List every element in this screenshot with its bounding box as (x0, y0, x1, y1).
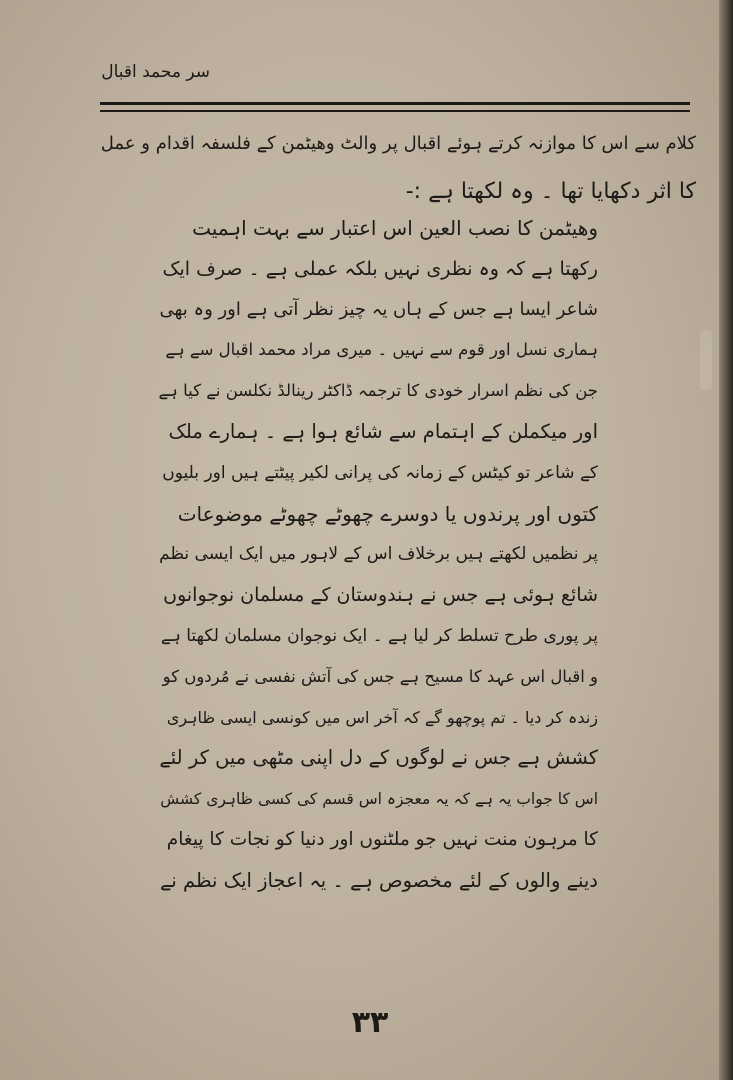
quote-line: کا مرہون منت نہیں جو ملٹنوں اور دنیا کو نجات کا پیغام (166, 828, 598, 850)
quote-line: دینے والوں کے لئے مخصوص ہے ۔ یہ اعجاز ایک نظم نے (159, 868, 598, 892)
quote-line: رکھتا ہے کہ وہ نظری نہیں بلکہ عملی ہے ۔ صرف ایک (162, 257, 598, 280)
quote-line: شائع ہوئی ہے جس نے ہندوستان کے مسلمان نوجوانوں (163, 584, 598, 607)
header-rule-thick (100, 102, 690, 105)
quote-line: و اقبال اس عہد کا مسیح ہے جس کی آتش نفسی نے مُردوں کو (162, 666, 598, 686)
quote-line: اور میکملن کے اہتمام سے شائع ہوا ہے ۔ ہمارے ملک (168, 419, 598, 443)
quote-line: شاعر ایسا ہے جس کے ہاں یہ چیز نظر آتی ہے اور وہ بھی (159, 298, 598, 320)
intro-line: کلام سے اس کا موازنہ کرتے ہوئے اقبال پر والٹ وھیٹمن کے فلسفہ اقدام و عمل (100, 133, 696, 154)
block-quote (158, 208, 598, 902)
quote-line: ہماری نسل اور قوم سے نہیں ۔ میری مراد محمد اقبال سے ہے (165, 340, 598, 360)
quote-line: کتوں اور پرندوں یا دوسرے چھوٹے چھوٹے موضوعات (177, 501, 598, 526)
quote-line: جن کی نظم اسرار خودی کا ترجمہ ڈاکٹر رینالڈ نکلسن نے کیا ہے (158, 381, 598, 401)
paper-stain (700, 330, 712, 390)
quote-line: کے شاعر تو کیٹس کے زمانہ کی پرانی لکیر پیٹتے ہیں اور بلیوں (162, 462, 598, 483)
page-shadow-edge (719, 0, 733, 1080)
header-rule-thin (100, 110, 690, 112)
quote-line: پر نظمیں لکھتے ہیں برخلاف اس کے لاہور میں ایک ایسی نظم (159, 544, 598, 565)
intro-line: کا اثر دکھایا تھا ۔ وہ لکھتا ہے :- (405, 179, 696, 204)
quote-line: زندہ کر دیا ۔ تم پوچھو گے کہ آخر اس میں کونسی ایسی ظاہری (166, 707, 598, 727)
quote-line: اس کا جواب یہ ہے کہ یہ معجزہ اس قسم کی کسی ظاہری کشش (160, 790, 598, 809)
quote-line: وھیٹمن کا نصب العین اس اعتبار سے بہت اہمیت (192, 216, 598, 240)
intro-paragraph (96, 120, 696, 216)
quote-line: پر پوری طرح تسلط کر لیا ہے ۔ ایک نوجوان مسلمان لکھتا ہے (160, 625, 598, 646)
quote-line: کشش ہے جس نے لوگوں کے دل اپنی مٹھی میں کر لئے (159, 746, 598, 770)
running-header: سر محمد اقبال (101, 62, 210, 82)
page-number: ۳۳ (351, 1005, 389, 1040)
